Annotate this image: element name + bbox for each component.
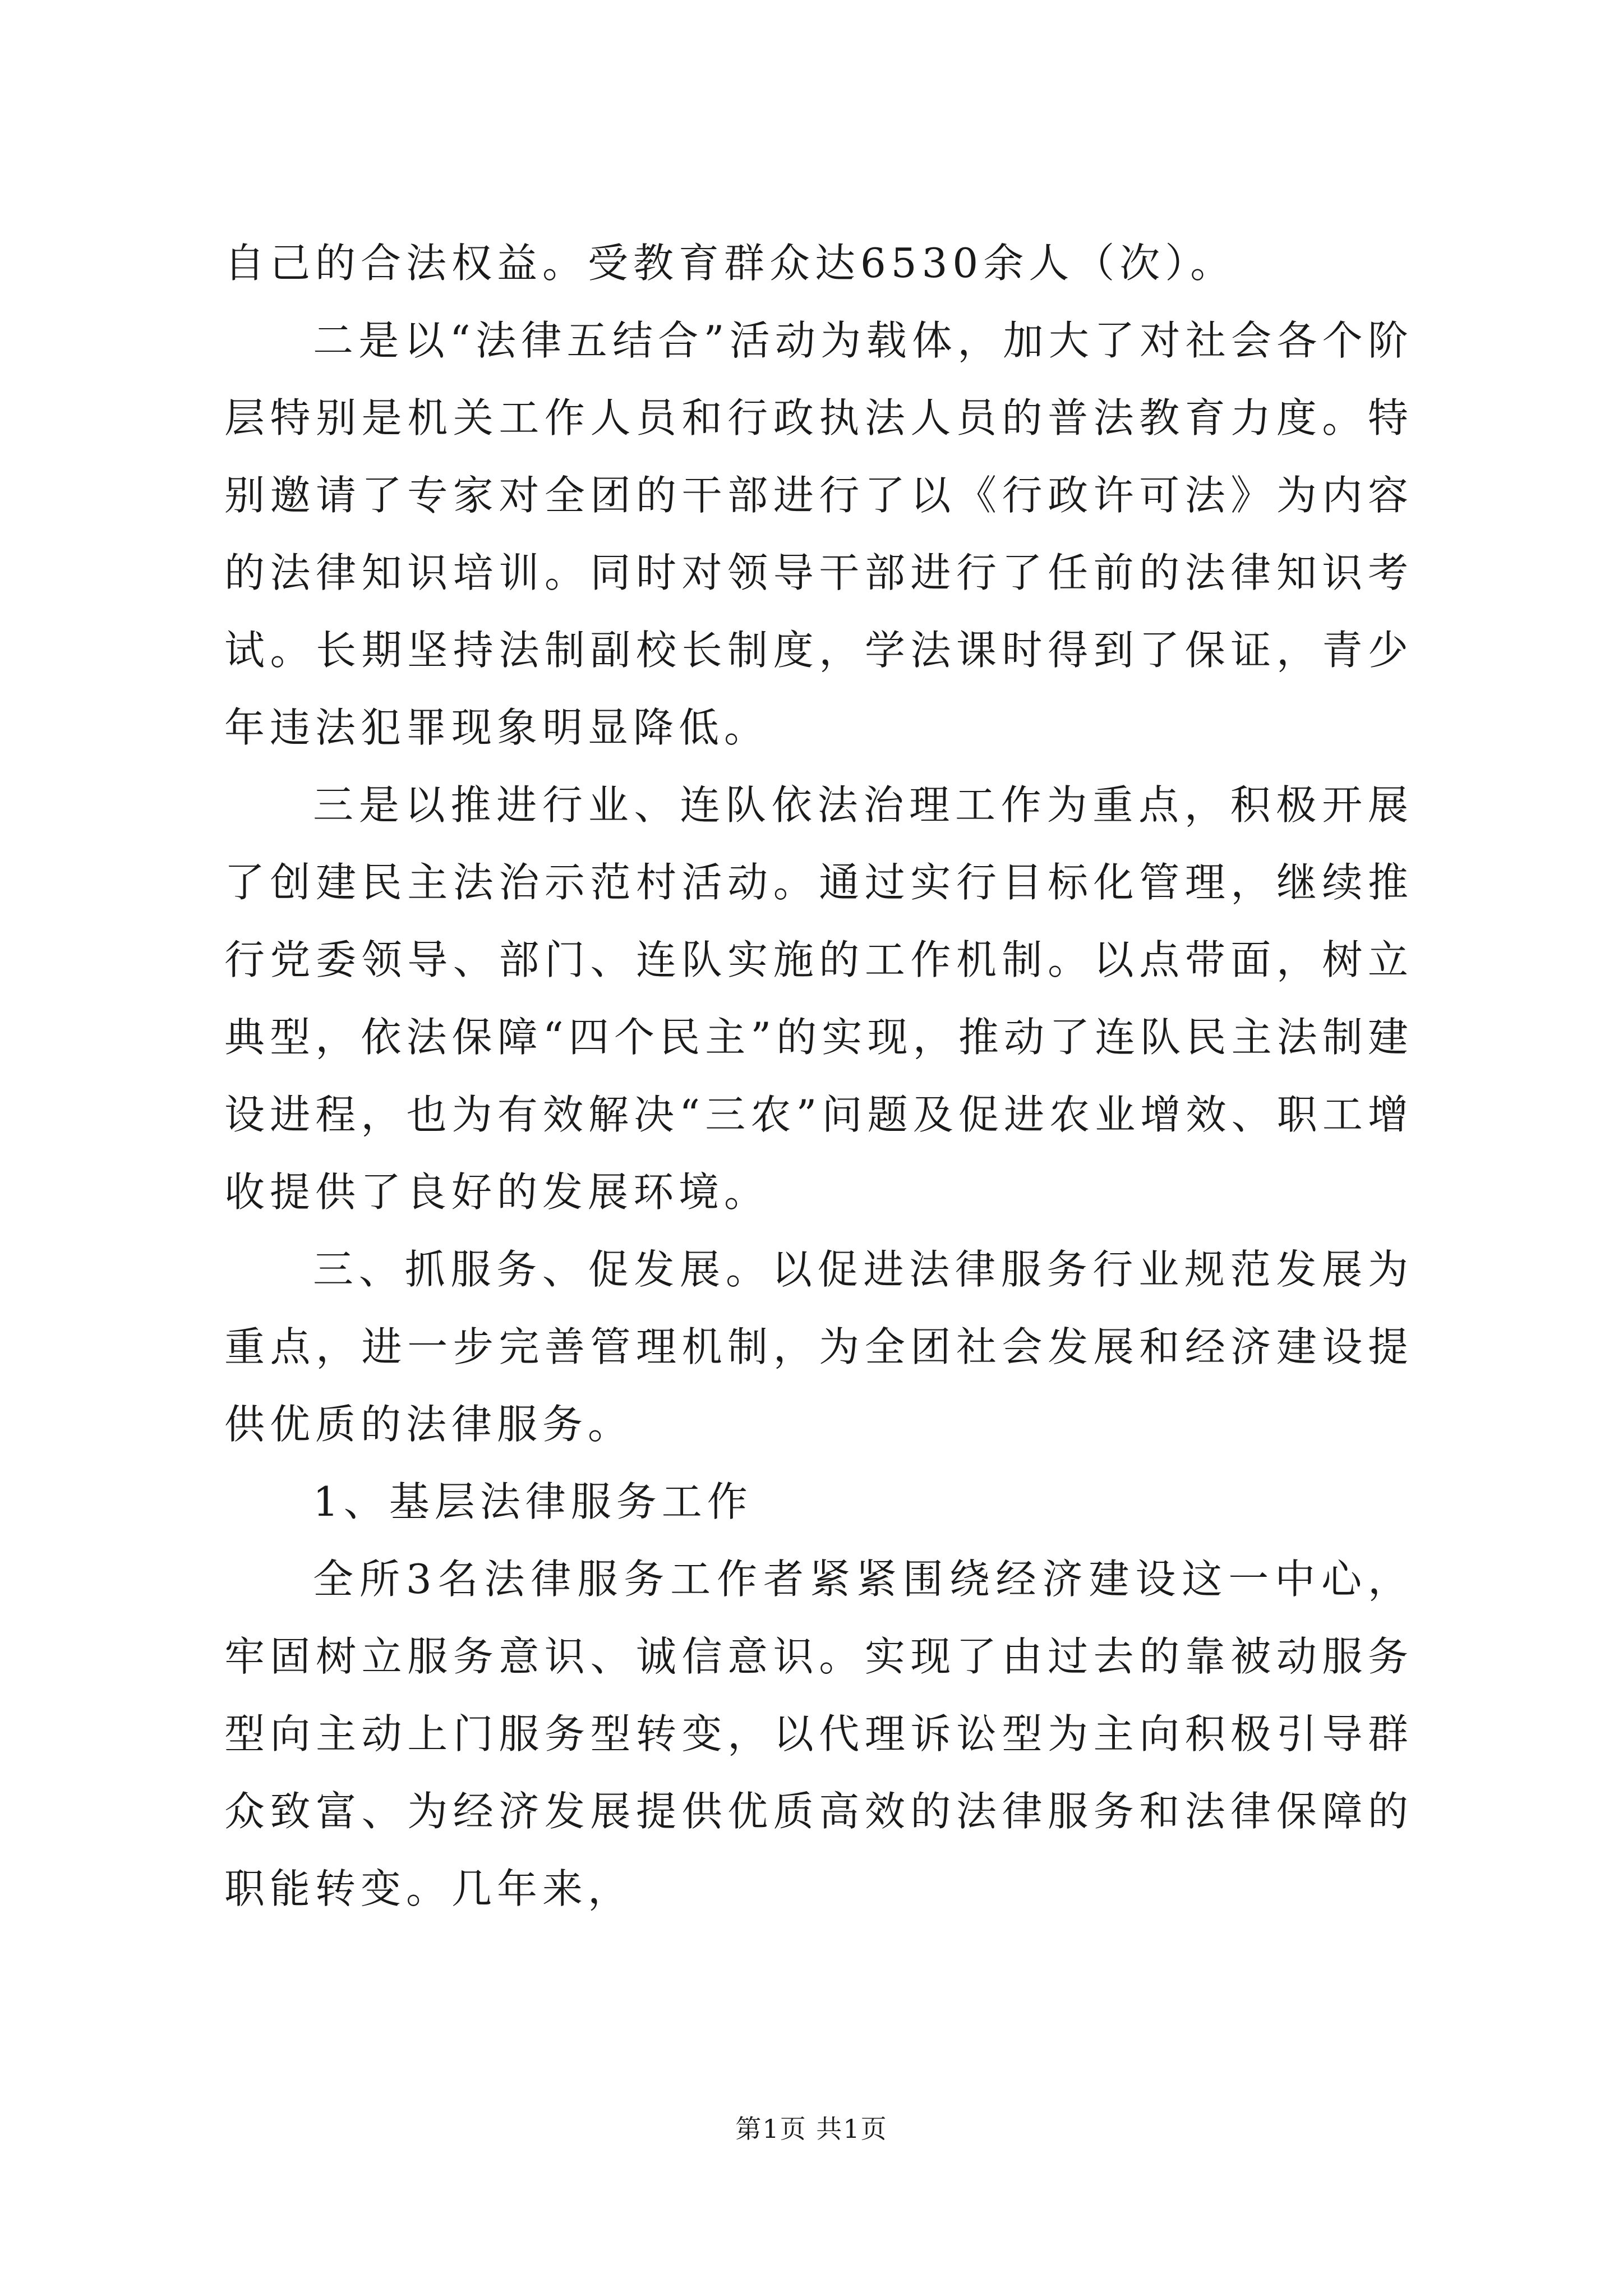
subheading-grassroots-legal-services: 1、基层法律服务工作 bbox=[313, 1478, 753, 1525]
paragraph-rule-of-law-villages: 三是以推进行业、连队依法治理工作为重点，积极开展了创建民主法治示范村活动。通过实行目标化管理，继续推行党委领导、部门、连队实施的工作机制。以点带面，树立典型，依法保障“四个民主”的实现，推动了连队民主法制建设进程，也为有效解决“三农”问题及促进农业增效、职工增收提供了良好的发展环境。 bbox=[224, 781, 1413, 1216]
paragraph-continuation: 自己的合法权益。受教育群众达6530余人（次）。 bbox=[224, 240, 1236, 287]
paragraph-legal-workers: 全所3名法律服务工作者紧紧围绕经济建设这一中心，牢固树立服务意识、诚信意识。实现了由过去的靠被动服务型向主动上门服务型转变，以代理诉讼型为主向积极引导群众致富、为经济发展提供优质高效的法律服务和法律保障的职能转变。几年来， bbox=[224, 1556, 1413, 1912]
document-body bbox=[224, 224, 1413, 1927]
section-heading-services: 三、抓服务、促发展。以促进法律服务行业规范发展为重点，进一步完善管理机制，为全团社会发展和经济建设提供优质的法律服务。 bbox=[224, 1246, 1413, 1448]
page-number-footer: 第1页 共1页 bbox=[735, 2114, 888, 2144]
paragraph-legal-education: 二是以“法律五结合”活动为载体，加大了对社会各个阶层特别是机关工作人员和行政执法人员的普法教育力度。特别邀请了专家对全团的干部进行了以《行政许可法》为内容的法律知识培训。同时对领导干部进行了任前的法律知识考试。长期坚持法制副校长制度，学法课时得到了保证，青少年违法犯罪现象明显降低。 bbox=[224, 317, 1413, 751]
